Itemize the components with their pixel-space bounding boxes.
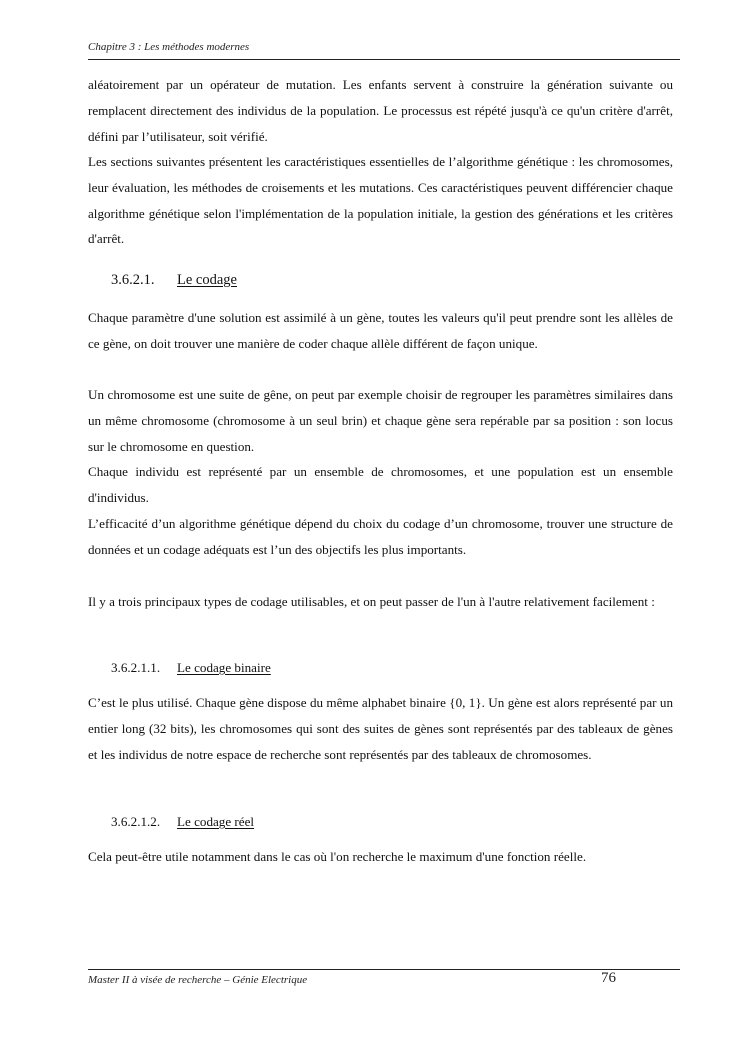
page-number: 76: [601, 970, 616, 986]
paragraph-codage-reel: Cela peut-être utile notamment dans le cas où l'on recherche le maximum d'une fonction réelle.: [88, 849, 587, 864]
section-title: Le codage: [177, 272, 237, 288]
subsection-heading-codage-reel: [111, 814, 254, 830]
subsection-number: 3.6.2.1.2.: [111, 814, 161, 829]
header-divider: [88, 59, 680, 60]
running-header: Chapitre 3 : Les méthodes modernes: [88, 41, 250, 53]
paragraph-efficacite: L’efficacité d’un algorithme génétique dépend du choix du codage d’un chromosome, trouver une structure de données et un codage adéquats est l’un des objectifs les plus importants.: [88, 516, 673, 557]
section-number: 3.6.2.1.: [111, 272, 155, 288]
paragraph-parametre-gene: Chaque paramètre d'une solution est assimilé à un gène, toutes les valeurs qu'il peut prendre sont les allèles de ce gène, on doit trouver une manière de coder chaque allèle différent de façon unique.: [88, 310, 673, 351]
section-heading-le-codage: [111, 272, 237, 289]
paragraph-chromosome: Un chromosome est une suite de gêne, on peut par exemple choisir de regrouper les paramètres similaires dans un même chromosome (chromosome à un seul brin) et chaque gène sera repérable par sa position : son locus sur le chromosome en question.: [88, 387, 673, 454]
subsection-number: 3.6.2.1.1.: [111, 660, 161, 675]
subsection-title: Le codage réel: [177, 814, 255, 829]
footer-label: Master II à visée de recherche – Génie Electrique: [88, 974, 308, 986]
subsection-title: Le codage binaire: [177, 660, 271, 675]
paragraph-sections-overview: Les sections suivantes présentent les caractéristiques essentielles de l’algorithme génétique : les chromosomes, leur évaluation, les méthodes de croisements et les mutations. Ces caractéristiques peuvent différencier chaque algorithme génétique selon l'implémentation de la population initiale, la gestion des générations et les critères d'arrêt.: [88, 154, 673, 247]
paragraph-codage-binaire: C’est le plus utilisé. Chaque gène dispose du même alphabet binaire {0, 1}. Un gène est alors représenté par un entier long (32 bits), les chromosomes qui sont des suites de gènes sont représentés par des tableaux de gènes et les individus de notre espace de recherche sont représentés par des tableaux de chromosomes.: [88, 695, 673, 762]
paragraph-intro: aléatoirement par un opérateur de mutation. Les enfants servent à construire la génération suivante ou remplacent directement des individus de la population. Le processus est répété jusqu'à ce qu'un critère d'arrêt, défini par l’utilisateur, soit vérifié.: [88, 77, 673, 144]
paragraph-individu: Chaque individu est représenté par un ensemble de chromosomes, et une population est un ensemble d'individus.: [88, 464, 673, 505]
paragraph-types-codage: Il y a trois principaux types de codage utilisables, et on peut passer de l'un à l'autre relativement facilement :: [88, 594, 655, 609]
subsection-heading-codage-binaire: [111, 660, 271, 676]
footer-divider: [88, 969, 680, 970]
